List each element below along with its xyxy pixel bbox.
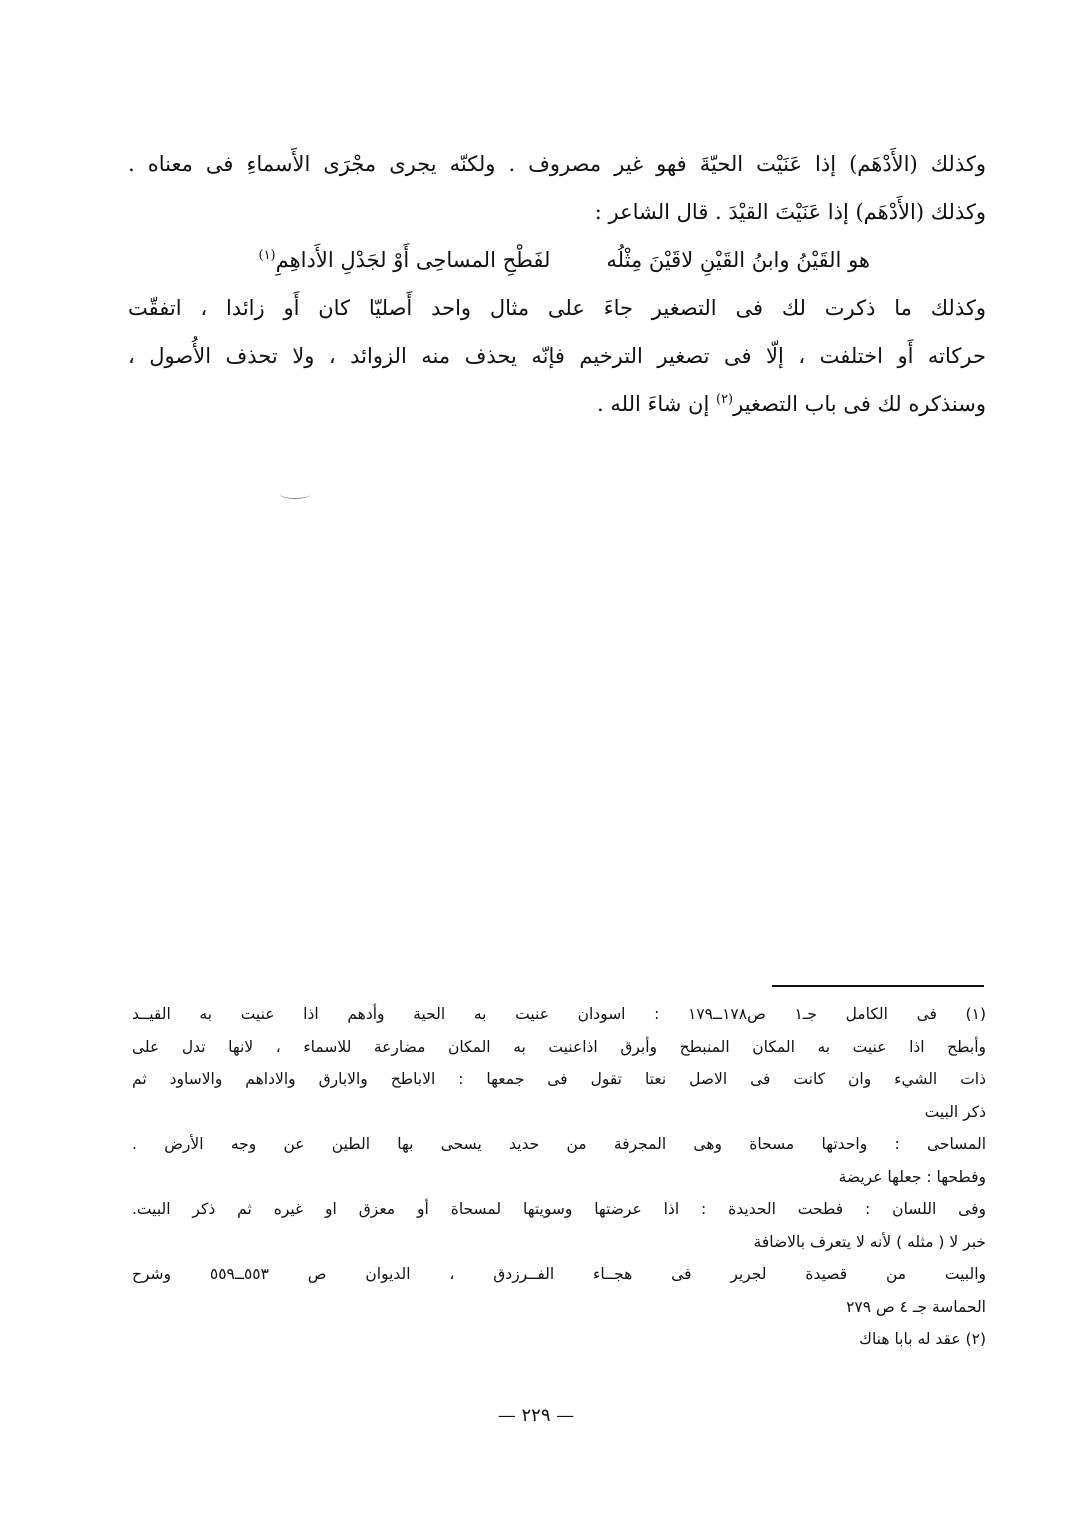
footnote-line: (١) فى الكامل جـ١ ص١٧٨ــ١٧٩ : اسودان عنيت به الحية وأدهم اذا عنيت به القيــد [132, 1005, 986, 1023]
footnote-line: وفطحها : جعلها عريضة [838, 1167, 986, 1186]
footnotes [132, 1000, 986, 1358]
footnote-block [132, 1260, 986, 1322]
footnote-block [132, 1130, 986, 1192]
text-line [128, 380, 986, 428]
footnote-line: وأبطح اذا عنيت به المكان المنبطح وأبرق اذاعنيت به المكان مضارعة للاسماء ، لانها تدل على [132, 1037, 986, 1056]
page-number: — ٢٢٩ — [497, 1405, 575, 1426]
footnote-block [132, 1000, 986, 1127]
footnote-line: المساحى : واحدتها مسحاة وهى المجرفة من حديد يسحى بها الطين عن وجه الأرض . [132, 1135, 986, 1153]
footnote-separator [772, 985, 984, 987]
footnote-line: ذات الشيء وان كانت فى الاصل نعتا تقول فى جمعها : الاباطح والابارق والاداهم والاساود ثم [132, 1070, 986, 1088]
text-line: وكذلك (الأَدْهَم) إذا عَنَيْت الحيّةَ فهو غير مصروف . ولكنّه يجرى مجْرَى الأَسماءِ فى معناه . [128, 152, 986, 176]
poetry-verse [128, 236, 986, 284]
main-text [128, 140, 986, 428]
footnote-line: الحماسة جـ ٤ ص ٢٧٩ [846, 1297, 986, 1316]
footnote-line: خبر لا ( مثله ) لأنه لا يتعرف بالاضافة [753, 1232, 986, 1251]
text-line-part: وسنذكره لك فى باب التصغير [733, 392, 986, 416]
text-line-part: إن شاءَ الله . [597, 392, 716, 416]
footnote-line: والبيت من قصيدة لجرير فى هجــاء الفــرزدق ، الديوان ص ٥٥٣ــ٥٥٩ وشرح [132, 1265, 986, 1283]
scan-mark [280, 490, 310, 499]
footnote-line: وفى اللسان : فطحت الحديدة : اذا عرضتها وسويتها لمسحاة أو معزق او غيره ثم ذكر البيت. [132, 1200, 986, 1218]
footnote-block [132, 1195, 986, 1257]
text-line: وكذلك (الأَدْهَم) إذا عَنَيْتَ القيْدَ . قال الشاعر : [594, 200, 986, 224]
footnote-ref: (١) [258, 248, 276, 263]
verse-first-hemistich: هو القَيْنُ وابنُ القَيْنِ لاقَيْنَ مِثْلُه [606, 248, 870, 272]
text-line: حركاته أَو اختلفت ، إلّا فى تصغير الترخيم فإنّه يحذف منه الزوائد ، ولا تحذف الأُصول ، [128, 344, 986, 368]
text-line: وكذلك ما ذكرت لك فى التصغير جاءَ على مثال واحد أَصليّا كان أَو زائدا ، اتفقّت [128, 296, 986, 320]
footnote-ref: (٢) [715, 392, 734, 407]
footnote-line: ذكر البيت [924, 1102, 986, 1121]
footnote-line: (٢) عقد له بابا هناك [859, 1330, 986, 1348]
verse-second-hemistich-text: لفَطْحِ المساحِى أَوْ لجَدْلِ الأَداهِمِ [275, 248, 551, 272]
footnote-block [132, 1325, 986, 1355]
verse-second-hemistich [258, 236, 550, 284]
